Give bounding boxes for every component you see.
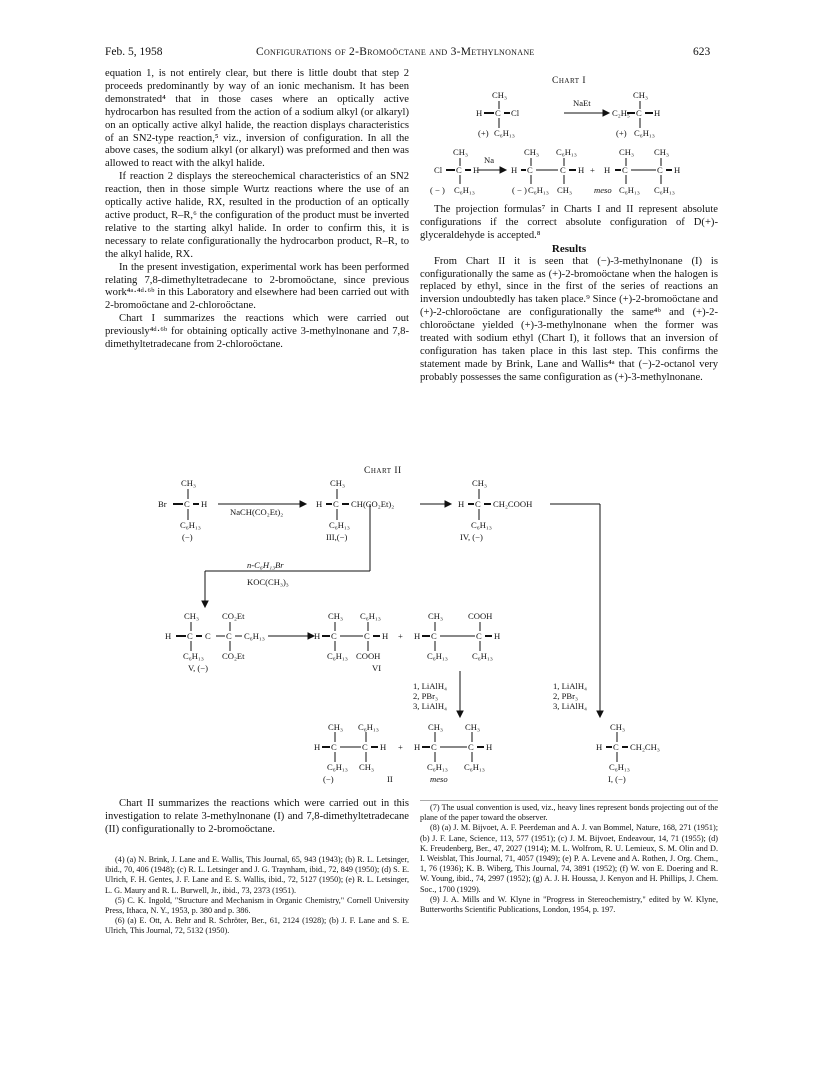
h-label: H xyxy=(511,165,518,175)
chart1-structures xyxy=(418,88,718,198)
c6h13-label: C₆H₁₃ xyxy=(329,520,350,530)
c-label: C xyxy=(184,499,190,509)
running-title: Configurations of 2-Bromoöctane and 3-Methylnonane xyxy=(256,46,535,58)
rotation-label: ( − ) xyxy=(430,185,445,195)
c-label: C xyxy=(333,499,339,509)
right-column-text xyxy=(420,204,718,385)
paragraph: From Chart II it is seen that (−)-3-methylnonane (I) is configurationally the same as (+)-2-bromoöctane when the halogen is replaced by ethyl, since in the first of the series of reactions an inversion undoubtedly has taken place.⁹ Since (+)-2-bromoöctane and (+)-2-chloroöctane are configurationally the same⁴ᵇ and (+)-2-chloroöctane yielded (+)-3-methylnonane when the former was treated with sodium ethyl (Chart I), it follows that an inversion of configuration has taken place in this last step. This confirms the statement made by Brink, Lane and Wallis⁴ᵃ that (−)-2-octanol very probably possesses the same configuration as (+)-3-methylnonane. xyxy=(420,255,718,383)
paragraph: In the present investigation, experimental work has been performed relating 7,8-dimethyltetradecane to 2-bromoöctane, since previous work⁴ᵃ·⁴ᵈ·⁶ᵇ in this Laboratory and elsewhere had been carried out with 2-bromoöctane and 2-chloroöctane. xyxy=(105,261,409,312)
malonate-group: CH(CO₂Et)₂ xyxy=(351,499,395,509)
footnotes-right xyxy=(420,803,718,915)
c-label: C xyxy=(431,631,437,641)
chart2-title: Chart II xyxy=(364,466,402,476)
c6h13-label: C₆H₁₃ xyxy=(472,651,493,661)
c-label: C xyxy=(456,165,462,175)
cooh-label: COOH xyxy=(468,611,493,621)
h-label: H xyxy=(654,108,661,118)
h-label: H xyxy=(486,742,493,752)
plus-sign: + xyxy=(398,631,403,641)
paragraph: Chart II summarizes the reactions which were carried out in this investigation to relate 3-methylnonane (I) and 7,8-dimethyltetradecane (II) configurationally to 2-bromoöctane. xyxy=(105,798,409,835)
cooh-label: COOH xyxy=(356,651,381,661)
cl-label: Cl xyxy=(434,165,443,175)
c6h13-label: C₆H₁₃ xyxy=(454,185,475,195)
rotation-label: (+) xyxy=(616,128,627,138)
c6h13-label: C₆H₁₃ xyxy=(464,762,485,772)
ch3-label: CH₃ xyxy=(492,90,507,100)
h-label: H xyxy=(414,631,421,641)
c-label: C xyxy=(364,631,370,641)
footnotes-left xyxy=(105,855,409,937)
c6h13-label: C₆H₁₃ xyxy=(183,651,204,661)
plus-sign: + xyxy=(398,742,403,752)
ch3-label: CH₃ xyxy=(472,478,487,488)
ch3-label: CH₃ xyxy=(465,722,480,732)
paragraph: The projection formulas⁷ in Charts I and II represent absolute configurations if the correct absolute configuration of D(+)-glyceraldehyde is accepted.⁸ xyxy=(420,204,718,241)
ch3-label: CH₃ xyxy=(184,611,199,621)
reagent-label: NaEt xyxy=(573,98,591,108)
c-label: C xyxy=(226,631,232,641)
ethyl-group: CH₂CH₃ xyxy=(630,742,660,752)
c6h13-label: C₆H₁₃ xyxy=(556,147,577,157)
footnote: (9) J. A. Mills and W. Klyne in "Progress in Stereochemistry," edited by W. Klyne, Butterworths Scientific Publications, London, 1954, p. 197. xyxy=(420,894,718,915)
paragraph: If reaction 2 displays the stereochemical characteristics of an SN2 reaction, then in those simple Wurtz reactions where the use of an optically active halide, RX, resulted in the production of an optically active product, R–R,⁶ the configuration of the product must be inverted relative to the starting alkyl halide. In order to confirm this, it is necessary to relate configurationally the hydrocarbon product, R–R, to the alkyl halide, RX. xyxy=(105,171,409,260)
reduction-step: 2, PBr₃ xyxy=(413,691,438,701)
c6h13-label: C₆H₁₃ xyxy=(358,722,379,732)
reduction-step: 1, LiAlH₄ xyxy=(553,681,588,691)
compound-VI-label: VI xyxy=(372,663,382,673)
compound-IV-label: IV, (−) xyxy=(460,532,483,542)
br-label: Br xyxy=(158,499,167,509)
c-label: C xyxy=(622,165,628,175)
reagent-label: n-C₆H₁₃Br xyxy=(247,560,284,570)
footnote: (8) (a) J. M. Bijvoet, A. F. Peerdeman and A. J. van Bommel, Nature, 168, 271 (1951); (b) J. F. Lane, Science, 113, 577 (1951); (c) J. M. Bijvoet, Endeavour, 14, 71 (1955); (d) K. Freudenberg, Ber., 47, 2027 (1914); M. L. Wolfrom, R. U. Lemieux, S. M. Olin and D. I. Weisblat, This Journal, 71, 4057 (1949); (e) P. A. Levene and A. Rothen, J. Org. Chem., 1, 76 (1936); K. B. Wiberg, This Journal, 74, 3891 (1952); (f) W. von E. Doering and R. W. Young, ibid., 74, 2997 (1952); (g) A. J. H. Houssa, J. Kenyon and H. Phillips, J. Chem. Soc., 1700 (1929). xyxy=(420,823,718,894)
c2h5-label: C₂H₅ xyxy=(612,108,630,118)
footnote: (7) The usual convention is used, viz., heavy lines represent bonds projecting out of the plane of the paper toward the observer. xyxy=(420,803,718,823)
ch3-label: CH₃ xyxy=(633,90,648,100)
c-label: C xyxy=(468,742,474,752)
chart2-structures xyxy=(150,476,730,796)
h-label: H xyxy=(314,631,321,641)
footnote: (5) C. K. Ingold, "Structure and Mechanism in Organic Chemistry," Cornell University Press, Ithaca, N. Y., 1953, p. 380 and p. 386. xyxy=(105,895,409,916)
ch3-label: CH₃ xyxy=(610,722,625,732)
h-label: H xyxy=(382,631,389,641)
c-label: C xyxy=(636,108,642,118)
reduction-step: 3, LiAlH₄ xyxy=(553,701,588,711)
ch3-label: CH₃ xyxy=(181,478,196,488)
c-label: C xyxy=(476,631,482,641)
h-label: H xyxy=(201,499,208,509)
page-number: 623 xyxy=(693,46,711,58)
ch3-label: CH₃ xyxy=(428,722,443,732)
compound-II-label: II xyxy=(387,774,393,784)
running-date: Feb. 5, 1958 xyxy=(105,46,163,58)
paragraph: Chart I summarizes the reactions which were carried out previously⁴ᵈ·⁶ᵇ for obtaining optically active 3-methylnonane and 7,8-dimethyltetradecane from 2-chloroöctane. xyxy=(105,313,409,351)
rotation-label: ( − ) xyxy=(512,185,527,195)
h-label: H xyxy=(314,742,321,752)
c6h13-label: C₆H₁₃ xyxy=(327,651,348,661)
na-label: Na xyxy=(484,155,495,165)
reduction-step: 1, LiAlH₄ xyxy=(413,681,448,691)
c-label: C xyxy=(560,165,566,175)
paragraph: equation 1, is not entirely clear, but there is little doubt that step 2 proceeds predominantly by way of an ionic mechanism. It has been demonstrated⁴ that in those cases where an optically active hydrocarbon has resulted from the action of a sodium alkyl (or alkaryl) on an optically active alkyl halide, the reaction displays characteristics of an SN2-type reaction,⁵ viz., inversion of configuration. In all the above cases, the sodium alkyl (or alkaryl) was preformed and then was allowed to react with the alkyl halide. xyxy=(105,68,409,170)
ch3-label: CH₃ xyxy=(328,611,343,621)
compound-III-label: III,(−) xyxy=(326,532,348,542)
reagent-label: KOC(CH₃)₃ xyxy=(247,577,289,587)
ch3-label: CH₃ xyxy=(557,185,572,195)
h-label: H xyxy=(476,108,483,118)
c6h13-label: C₆H₁₃ xyxy=(494,128,515,138)
h-label: H xyxy=(674,165,681,175)
compound-I-label: I, (−) xyxy=(608,774,626,784)
c6h13-label: C₆H₁₃ xyxy=(180,520,201,530)
footnote: (4) (a) N. Brink, J. Lane and E. Wallis, This Journal, 65, 943 (1943); (b) R. L. Letsinger, ibid., 70, 406 (1948); (c) R. L. Letsinger and J. G. Traynham, ibid., 72, 849 (1950); (d) S. E. Ulrich, F. H. Gentes, J. F. Lane and E. S. Wallis, ibid., 72, 5127 (1950); (e) R. L. Letsinger, L. G. Maury and R. L. Burwell, Jr., ibid., 73, 2373 (1951). xyxy=(105,855,409,895)
reduction-step: 2, PBr₃ xyxy=(553,691,578,701)
h-label: H xyxy=(604,165,611,175)
h-label: H xyxy=(578,165,585,175)
c-label: C xyxy=(495,108,501,118)
c-label: C xyxy=(362,742,368,752)
chart1-title: Chart I xyxy=(552,76,587,86)
results-heading: Results xyxy=(551,242,587,255)
reagent-label: NaCH(CO₂Et)₂ xyxy=(230,507,284,517)
c6h13-label: C₆H₁₃ xyxy=(634,128,655,138)
h-label: H xyxy=(316,499,323,509)
rotation-label: (−) xyxy=(182,532,193,542)
rotation-label: (+) xyxy=(478,128,489,138)
c6h13-label: C₆H₁₃ xyxy=(360,611,381,621)
c-label: C xyxy=(527,165,533,175)
c6h13-label: C₆H₁₃ xyxy=(471,520,492,530)
c6h13-label: C₆H₁₃ xyxy=(609,762,630,772)
bottom-left-text xyxy=(105,798,409,837)
ch3-label: CH₃ xyxy=(654,147,669,157)
ch3-label: CH₃ xyxy=(524,147,539,157)
ch3-label: CH₃ xyxy=(359,762,374,772)
h-label: H xyxy=(165,631,172,641)
footnote-divider xyxy=(420,800,718,801)
h-label: H xyxy=(494,631,501,641)
h-label: H xyxy=(380,742,387,752)
meso-label: meso xyxy=(594,185,612,195)
c-label: C xyxy=(613,742,619,752)
c6h13-label: C₆H₁₃ xyxy=(327,762,348,772)
h-label: H xyxy=(473,165,480,175)
c-label: C xyxy=(431,742,437,752)
chart1-bonds xyxy=(418,88,718,198)
c6h13-label: C₆H₁₃ xyxy=(619,185,640,195)
h-label: H xyxy=(458,499,465,509)
left-column-text xyxy=(105,68,409,352)
c-label: C xyxy=(657,165,663,175)
plus-sign: + xyxy=(590,165,595,175)
c6h13-label: C₆H₁₃ xyxy=(654,185,675,195)
c-label: C xyxy=(331,631,337,641)
c-label: C xyxy=(331,742,337,752)
ch3-label: CH₃ xyxy=(428,611,443,621)
c-label: C xyxy=(475,499,481,509)
acetic-acid-group: CH₂COOH xyxy=(493,499,533,509)
cl-label: Cl xyxy=(511,108,520,118)
c-label: C xyxy=(187,631,193,641)
h-label: H xyxy=(414,742,421,752)
reduction-step: 3, LiAlH₄ xyxy=(413,701,448,711)
rotation-label: (−) xyxy=(323,774,334,784)
ester-label: CO₂Et xyxy=(222,611,245,621)
footnote: (6) (a) E. Ott, A. Behr and R. Schröter, Ber., 61, 2124 (1928); (b) J. F. Lane and S. E. Ulrich, This Journal, 72, 5132 (1950). xyxy=(105,916,409,936)
c6h13-label: C₆H₁₃ xyxy=(244,631,265,641)
c6h13-label: C₆H₁₃ xyxy=(427,762,448,772)
compound-V-label: V, (−) xyxy=(188,663,208,673)
c6h13-label: C₆H₁₃ xyxy=(427,651,448,661)
ch3-label: CH₃ xyxy=(619,147,634,157)
c6h13-label: C₆H₁₃ xyxy=(528,185,549,195)
ch3-label: CH₃ xyxy=(330,478,345,488)
h-label: H xyxy=(596,742,603,752)
ch3-label: CH₃ xyxy=(328,722,343,732)
ester-label: CO₂Et xyxy=(222,651,245,661)
c-label: C xyxy=(205,631,211,641)
ch3-label: CH₃ xyxy=(453,147,468,157)
meso-label: meso xyxy=(430,774,448,784)
